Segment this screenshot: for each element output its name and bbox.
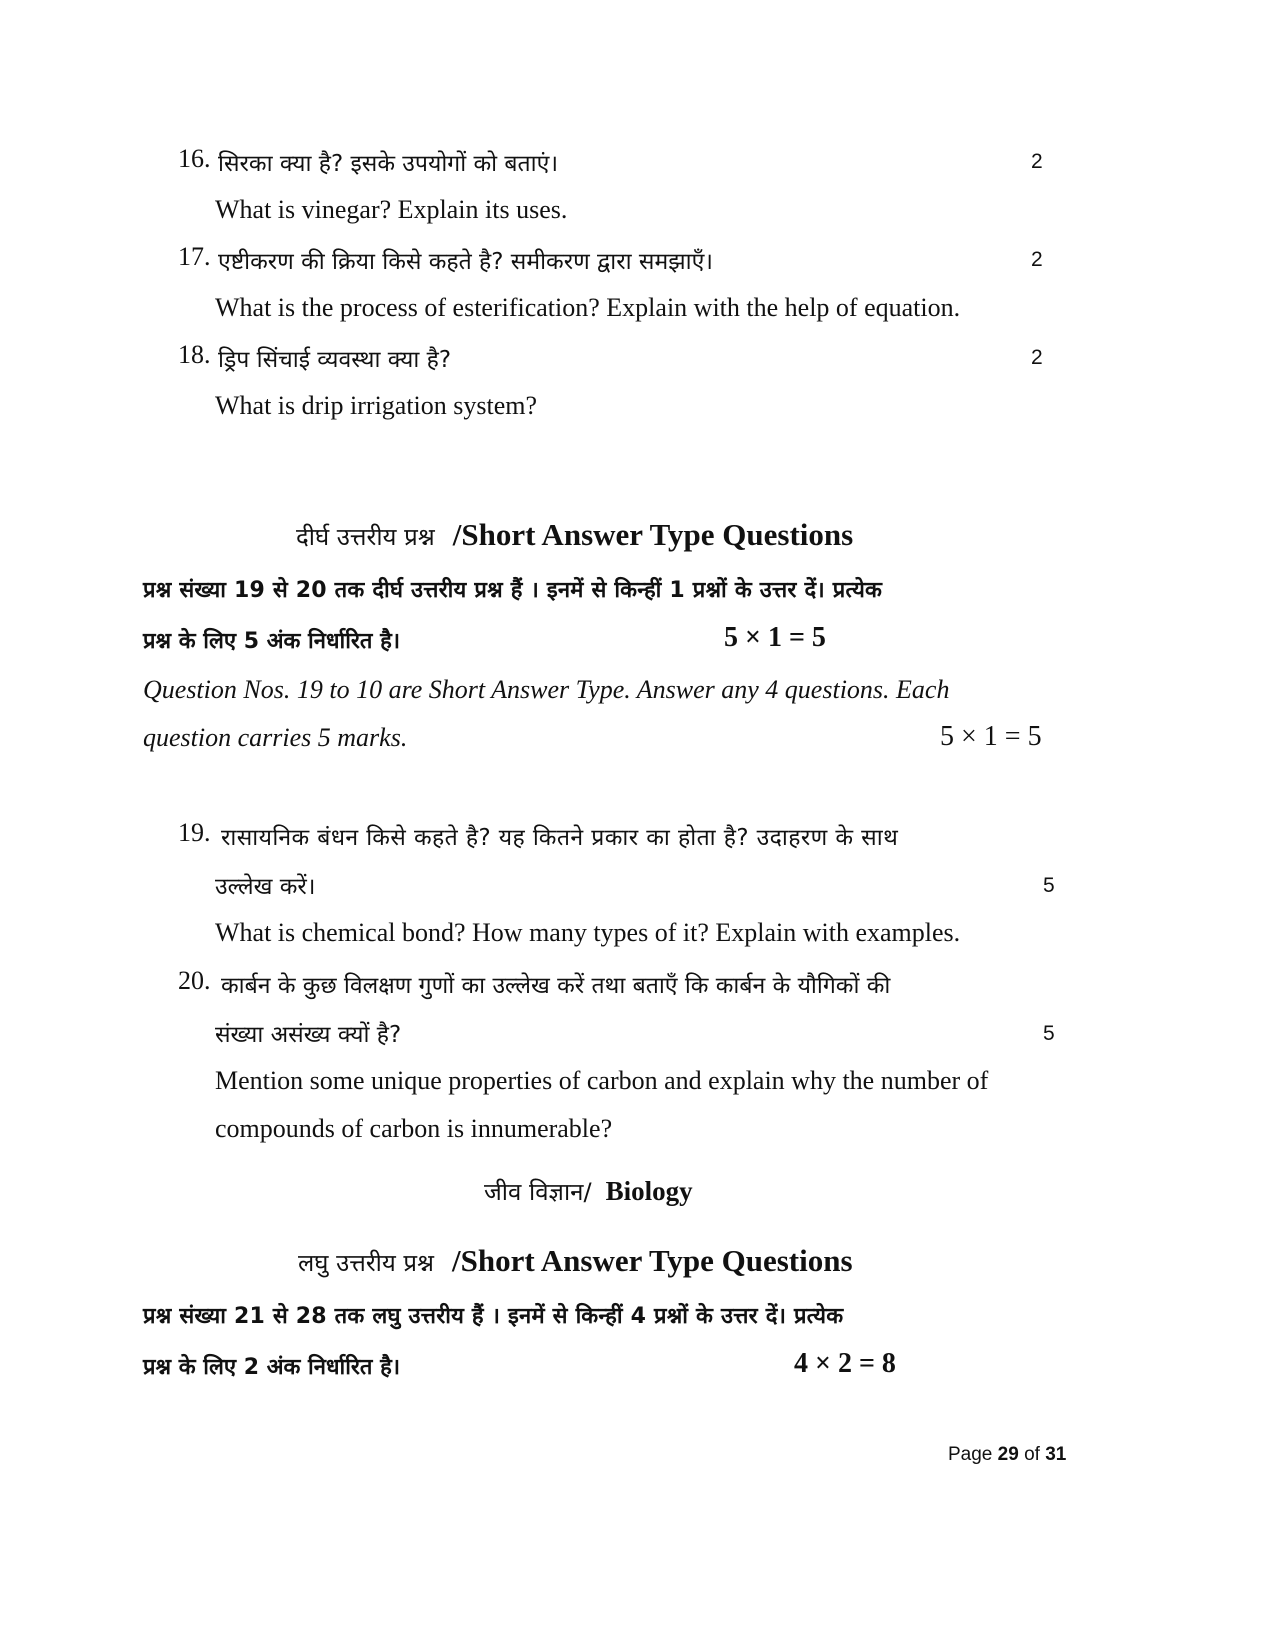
instructions-english-line1: Question Nos. 19 to 10 are Short Answer Type. Answer any 4 questions. Each xyxy=(143,675,950,704)
marks: 2 xyxy=(1031,346,1043,369)
question-number: 20. xyxy=(178,966,211,995)
section-heading-hindi: लघु उत्तरीय प्रश्न xyxy=(298,1249,435,1277)
question-text-hindi: एष्टीकरण की क्रिया किसे कहते है? समीकरण द्वारा समझाएँ। xyxy=(218,249,713,275)
question-text-hindi: ड्रिप सिंचाई व्यवस्था क्या है? xyxy=(218,347,452,373)
section-heading-english: /Short Answer Type Questions xyxy=(452,1243,853,1278)
instructions-english-line2: question carries 5 marks. xyxy=(143,723,408,752)
question-text-english: What is vinegar? Explain its uses. xyxy=(215,195,568,224)
section-heading-short xyxy=(298,1243,853,1279)
bio-marks-formula: 4 × 2 = 8 xyxy=(794,1348,896,1379)
biology-title xyxy=(484,1175,693,1208)
question-number: 18. xyxy=(178,340,211,369)
question-text-english: What is drip irrigation system? xyxy=(215,391,538,420)
question-text-hindi-cont: उल्लेख करें। xyxy=(215,874,316,900)
question-text-english-cont: compounds of carbon is innumerable? xyxy=(215,1114,613,1143)
marks: 2 xyxy=(1031,150,1043,173)
marks: 5 xyxy=(1043,1022,1055,1045)
section-heading-long xyxy=(296,517,853,553)
footer-of: of xyxy=(1024,1444,1040,1465)
instructions-hindi-line1: प्रश्न संख्या 19 से 20 तक दीर्घ उत्तरीय प्रश्न हैं । इनमें से किन्हीं 1 प्रश्नों के उत्तर दें। प्रत्येक xyxy=(143,578,883,603)
footer-current-page: 29 xyxy=(997,1444,1019,1465)
biology-title-english: Biology xyxy=(605,1176,693,1206)
marks-formula-english: 5 × 1 = 5 xyxy=(940,721,1042,752)
question-text-english: Mention some unique properties of carbon and explain why the number of xyxy=(215,1066,989,1095)
biology-title-hindi: जीव विज्ञान/ xyxy=(484,1178,592,1206)
question-number: 19. xyxy=(178,818,211,847)
question-text-hindi-cont: संख्या असंख्य क्यों है? xyxy=(215,1022,402,1048)
page-footer xyxy=(948,1444,1066,1466)
bio-instructions-hindi-line1: प्रश्न संख्या 21 से 28 तक लघु उत्तरीय हैं । इनमें से किन्हीं 4 प्रश्नों के उत्तर दें। प्रत्येक xyxy=(143,1304,844,1329)
question-text-hindi: रासायनिक बंधन किसे कहते है? यह कितने प्रकार का होता है? उदाहरण के साथ xyxy=(221,825,899,851)
question-text-english: What is the process of esterification? Explain with the help of equation. xyxy=(215,293,961,322)
question-text-hindi: सिरका क्या है? इसके उपयोगों को बताएं। xyxy=(218,151,559,177)
section-heading-hindi: दीर्घ उत्तरीय प्रश्न xyxy=(296,523,435,551)
section-heading-english: /Short Answer Type Questions xyxy=(452,517,854,552)
bio-instructions-hindi-line2: प्रश्न के लिए 2 अंक निर्धारित है। xyxy=(143,1355,401,1380)
marks-formula-hindi: 5 × 1 = 5 xyxy=(724,622,826,653)
marks: 2 xyxy=(1031,248,1043,271)
question-text-english: What is chemical bond? How many types of it? Explain with examples. xyxy=(215,918,961,947)
question-number: 16. xyxy=(178,144,211,173)
footer-total-pages: 31 xyxy=(1045,1444,1067,1465)
footer-prefix: Page xyxy=(948,1444,993,1465)
question-text-hindi: कार्बन के कुछ विलक्षण गुणों का उल्लेख करें तथा बताएँ कि कार्बन के यौगिकों की xyxy=(221,973,891,999)
question-number: 17. xyxy=(178,242,211,271)
instructions-hindi-line2: प्रश्न के लिए 5 अंक निर्धारित है। xyxy=(143,629,401,654)
marks: 5 xyxy=(1043,874,1055,897)
